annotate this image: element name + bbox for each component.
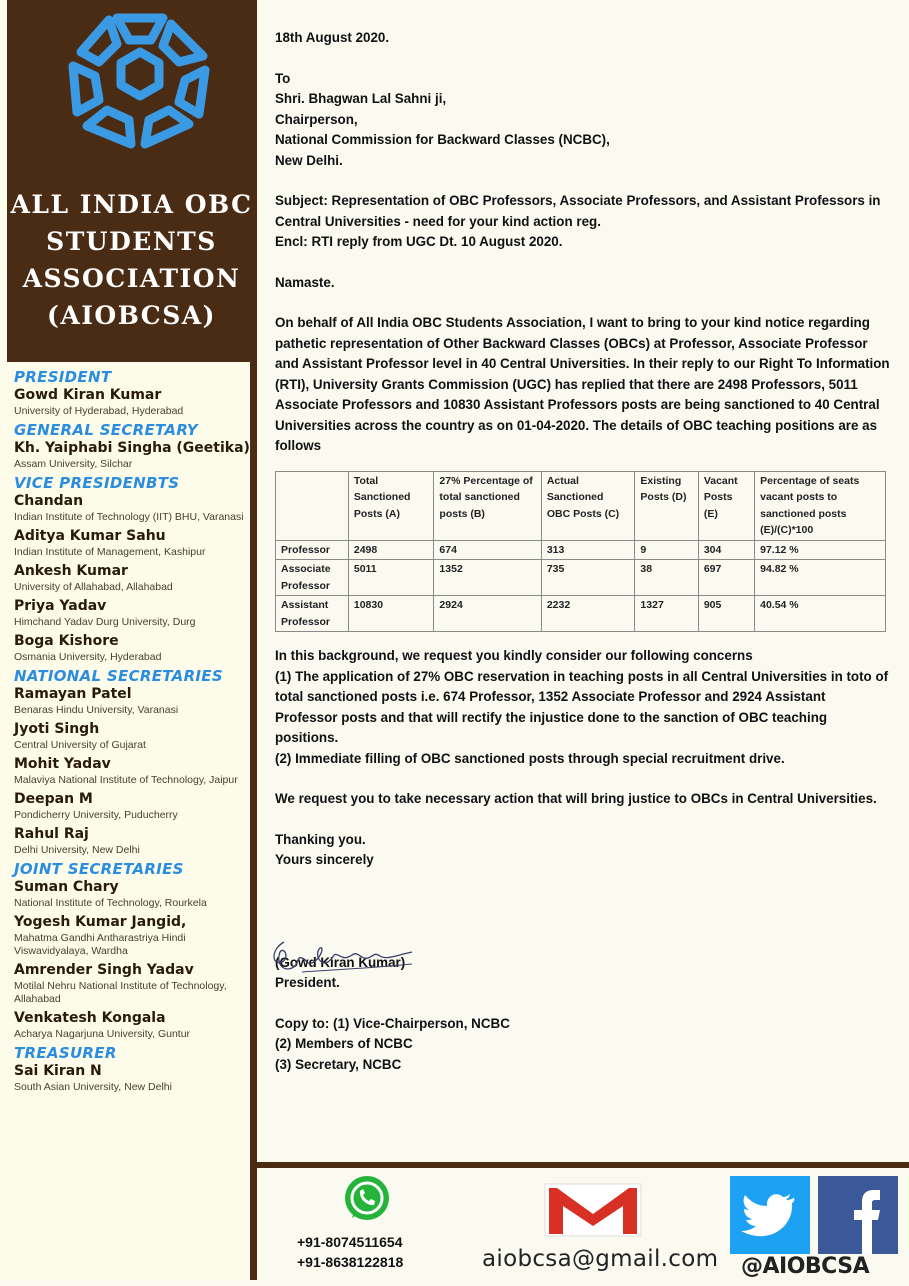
addressee-designation: Chairperson, <box>275 111 358 127</box>
table-header-cell: Percentage of seats vacant posts to sanctioned posts (E)/(C)*100 <box>755 471 886 540</box>
member-name: Amrender Singh Yadav <box>14 962 194 978</box>
table-row <box>276 596 886 632</box>
member-name: Mohit Yadav <box>14 756 111 772</box>
table-cell: 1352 <box>434 560 541 596</box>
table-row <box>276 560 886 596</box>
table-cell: 905 <box>698 596 754 632</box>
member-affiliation: Motilal Nehru National Institute of Technology, Allahabad <box>14 980 227 1005</box>
social-handle[interactable]: @AIOBCSA <box>741 1254 870 1279</box>
table-cell: 10830 <box>348 596 434 632</box>
concern-2: (2) Immediate filling of OBC sanctioned posts through special recruitment drive. <box>275 750 785 766</box>
table-cell: 304 <box>698 540 754 560</box>
contact-footer <box>257 1162 909 1286</box>
table-cell: 38 <box>635 560 698 596</box>
member-affiliation: Indian Institute of Management, Kashipur <box>14 546 206 558</box>
table-cell: 9 <box>635 540 698 560</box>
table-cell: 313 <box>541 540 635 560</box>
aiobcsa-logo-icon <box>59 6 221 150</box>
facebook-icon[interactable] <box>818 1176 898 1254</box>
member-affiliation: Benaras Hindu University, Varanasi <box>14 704 179 716</box>
member-name: Boga Kishore <box>14 633 119 649</box>
copy-to-2: (2) Members of NCBC <box>275 1036 413 1051</box>
addressee-city: New Delhi. <box>275 152 343 168</box>
letter-body <box>275 28 890 1075</box>
member-name: Deepan M <box>14 791 93 807</box>
member-affiliation: Himchand Yadav Durg University, Durg <box>14 616 196 628</box>
table-cell: 40.54 % <box>755 596 886 632</box>
table-header-cell: Total Sanctioned Posts (A) <box>348 471 434 540</box>
table-cell: 2232 <box>541 596 635 632</box>
whatsapp-icon[interactable] <box>342 1174 392 1224</box>
subject-line: Subject: Representation of OBC Professors, Associate Professors, and Assistant Professors in Central Universities - need for your kind action reg. <box>275 193 881 229</box>
greeting: Namaste. <box>275 274 335 290</box>
member-name: Priya Yadav <box>14 598 107 614</box>
addressee: Shri. Bhagwan Lal Sahni ji, <box>275 91 447 106</box>
signature-icon <box>262 932 422 980</box>
member-affiliation: Osmania University, Hyderabad <box>14 651 162 663</box>
letter-date: 18th August 2020. <box>275 30 390 45</box>
signatory-name: (Gowd Kiran Kumar) <box>275 954 406 970</box>
table-cell: 1327 <box>635 596 698 632</box>
table-row <box>276 540 886 560</box>
copy-to-3: (3) Secretary, NCBC <box>275 1056 402 1072</box>
table-cell: Assistant Professor <box>276 596 349 632</box>
table-cell: 2498 <box>348 540 434 560</box>
section-heading: GENERAL SECRETARY <box>14 421 198 439</box>
member-name: Venkatesh Kongala <box>14 1010 166 1026</box>
table-cell: 97.12 % <box>755 540 886 560</box>
phone-number-2[interactable]: +91-8638122818 <box>297 1254 404 1270</box>
member-affiliation: Acharya Nagarjuna University, Guntur <box>14 1028 191 1040</box>
organization-name: ALL INDIA OBC STUDENTS ASSOCIATION (AIOBCSA) <box>10 190 253 330</box>
table-header-cell <box>276 471 349 540</box>
copy-to-1: Copy to: (1) Vice-Chairperson, NCBC <box>275 1015 510 1031</box>
member-affiliation: Mahatma Gandhi Antharastriya Hindi Viswavidyalaya, Wardha <box>14 932 186 957</box>
section-heading: JOINT SECRETARIES <box>14 860 184 878</box>
table-cell: 5011 <box>348 560 434 596</box>
table-header-cell: Vacant Posts (E) <box>698 471 754 540</box>
thanks-line: Thanking you. <box>275 831 366 847</box>
concerns-intro: In this background, we request you kindly consider our following concerns <box>275 648 753 663</box>
member-affiliation: Pondicherry University, Puducherry <box>14 809 178 821</box>
member-affiliation: Malaviya National Institute of Technology, Jaipur <box>14 774 238 786</box>
phone-number-1[interactable]: +91-8074511654 <box>297 1234 403 1250</box>
member-affiliation: Delhi University, New Delhi <box>14 844 140 856</box>
member-name: Ramayan Patel <box>14 686 132 702</box>
member-affiliation: Central University of Gujarat <box>14 739 146 751</box>
section-heading: VICE PRESIDENBTS <box>14 474 180 492</box>
member-affiliation: Indian Institute of Technology (IIT) BHU, Varanasi <box>14 511 244 523</box>
table-cell: 94.82 % <box>755 560 886 596</box>
body-paragraph: On behalf of All India OBC Students Association, I want to bring to your kind notice regarding pathetic representation of Other Backward Classes (OBCs) at Professor, Associate Professor and Assistant Professor level in 40 Central Universities. In their reply to our Right To Information (RTI), University Grants Commission (UGC) has replied that there are 2498 Professors, 5011 Associate Professors and 10830 Assistant Professors posts are being sanctioned to 40 Central Universities across the country as on 01-04-2020. The details of OBC teaching positions are as follows <box>275 315 890 453</box>
table-cell: 697 <box>698 560 754 596</box>
enclosure-line: Encl: RTI reply from UGC Dt. 10 August 2020. <box>275 234 563 249</box>
member-name: Chandan <box>14 493 84 509</box>
table-cell: 2924 <box>434 596 541 632</box>
member-affiliation: National Institute of Technology, Rourkela <box>14 897 207 909</box>
request-paragraph: We request you to take necessary action that will bring justice to OBCs in Central Universities. <box>275 791 877 806</box>
obc-positions-table <box>275 471 886 633</box>
table-header-row <box>276 471 886 540</box>
table-header-cell: Existing Posts (D) <box>635 471 698 540</box>
member-name: Ankesh Kumar <box>14 563 128 579</box>
member-name: Kh. Yaiphabi Singha (Geetika) <box>14 440 250 456</box>
table-cell: 674 <box>434 540 541 560</box>
section-heading: NATIONAL SECRETARIES <box>14 667 223 685</box>
section-heading: TREASURER <box>14 1044 117 1062</box>
member-affiliation: Assam University, Silchar <box>14 458 133 470</box>
email-address[interactable]: aiobcsa@gmail.com <box>482 1246 719 1272</box>
table-cell: Associate Professor <box>276 560 349 596</box>
table-header-cell: Actual Sanctioned OBC Posts (C) <box>541 471 635 540</box>
table-cell: Professor <box>276 540 349 560</box>
table-header-cell: 27% Percentage of total sanctioned posts (B) <box>434 471 541 540</box>
office-bearers-list <box>14 368 250 1097</box>
member-name: Gowd Kiran Kumar <box>14 387 162 403</box>
addressee-commission: National Commission for Backward Classes (NCBC), <box>275 132 610 147</box>
member-name: Suman Chary <box>14 879 119 895</box>
member-name: Jyoti Singh <box>14 721 100 737</box>
sidebar <box>0 0 257 1280</box>
brand-block <box>7 0 256 362</box>
member-name: Aditya Kumar Sahu <box>14 528 166 544</box>
signatory-title: President. <box>275 975 340 990</box>
to-line: To <box>275 70 291 86</box>
twitter-icon[interactable] <box>730 1176 810 1254</box>
member-affiliation: South Asian University, New Delhi <box>14 1081 172 1093</box>
section-heading: PRESIDENT <box>14 368 112 386</box>
member-name: Rahul Raj <box>14 826 89 842</box>
concern-1: (1) The application of 27% OBC reservation in teaching posts in all Central Universities in toto of total sanctioned posts i.e. 674 Professor, 1352 Associate Professor and 2924 Assistant Professor posts and that will rectify the injustice done to the sanction of OBC teaching positions. <box>275 668 889 745</box>
member-affiliation: University of Allahabad, Allahabad <box>14 581 173 593</box>
table-cell: 735 <box>541 560 635 596</box>
member-affiliation: University of Hyderabad, Hyderabad <box>14 405 184 417</box>
member-name: Sai Kiran N <box>14 1063 102 1079</box>
closing-line: Yours sincerely <box>275 852 374 867</box>
member-name: Yogesh Kumar Jangid, <box>14 914 187 930</box>
gmail-icon[interactable] <box>543 1182 643 1238</box>
